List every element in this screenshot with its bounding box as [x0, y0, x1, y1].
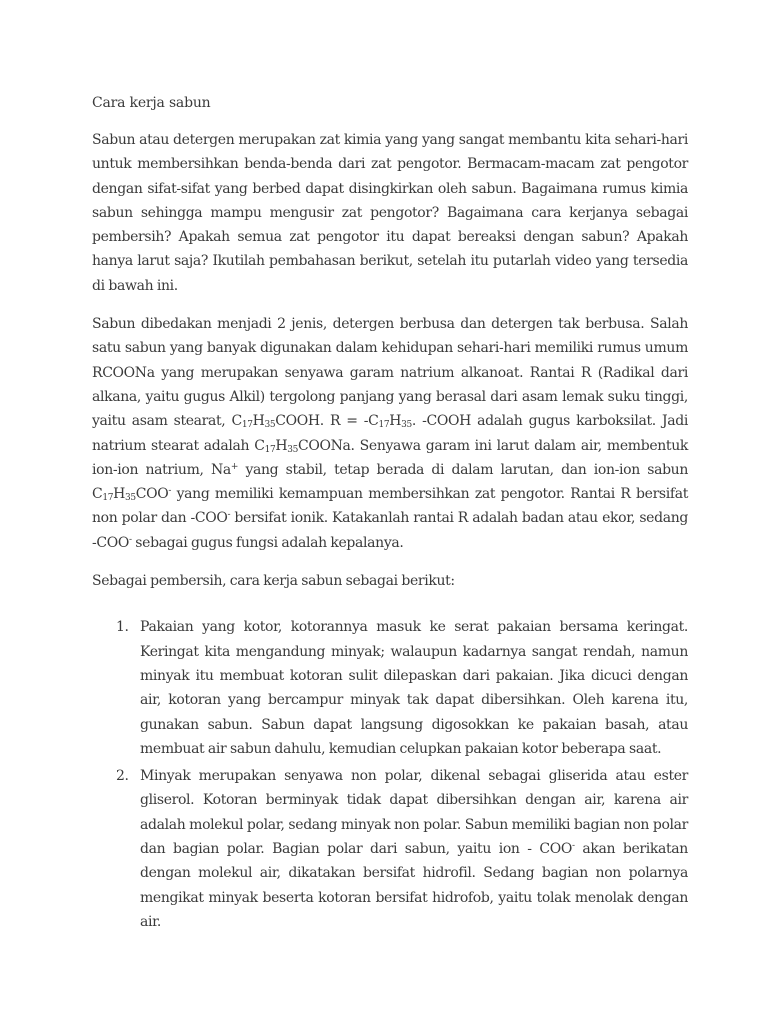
paragraph-list-intro: Sebagai pembersih, cara kerja sabun sebagai berikut:: [92, 573, 455, 590]
subscript: 17: [102, 493, 114, 504]
subscript: 35: [125, 493, 136, 504]
paragraph-intro: Sabun atau detergen merupakan zat kimia yang yang sangat membantu kita sehari-hari untuk membersihkan benda-benda dari zat pengotor. Bermacam-macam zat pengotor dengan sifat-sifat yang berbed dapat disingkirkan oleh sabun. Bagaimana rumus kimia sabun sehingga mampu mengusir zat pengotor? Bagaimana cara kerjanya sebagai pembersih? Apakah semua zat pengotor itu dapat bereaksi dengan sabun? Apakah hanya larut saja? Ikutilah pembahasan berikut, setelah itu putarlah video yang tersedia di bawah ini.: [92, 132, 688, 294]
text-run: Minyak merupakan senyawa non polar, dikenal sebagai gliserida atau ester gliserol. Kotoran berminyak tidak dapat dibersihkan dengan air, karena air adalah molekul polar, sedang minyak non polar. Sabun memiliki bagian non polar dan bagian polar. Bagian polar dari sabun, yaitu ion - COO: [140, 768, 688, 858]
text-run: COOH. R = -C: [275, 413, 379, 430]
subscript: 35: [264, 420, 276, 431]
text-run: Sabun dibedakan menjadi 2 jenis, detergen berbusa dan detergen tak berbusa. Salah satu sabun yang banyak digunakan dalam kehidupan sehari-hari memiliki rumus umum RCOONa yang merupakan senyawa garam natrium alkanoat. Rantai R (Radikal dari alkana, yaitu gugus Alkil) tergolong panjang yang berasal dari asam lemak suku tinggi, yaitu asam stearat, C: [92, 316, 688, 430]
text-run: sebagai gugus fungsi adalah kepalanya.: [131, 534, 404, 551]
superscript: -: [168, 486, 172, 497]
text-run: H: [252, 413, 265, 430]
text-run: . -COOH adalah gugus karboksilat. Jadi natrium stearat adalah C: [92, 413, 688, 454]
text-run: COO: [135, 486, 169, 503]
superscript: +: [230, 461, 239, 472]
subscript: 35: [287, 444, 298, 455]
list-item-text: Pakaian yang kotor, kotorannya masuk ke serat pakaian bersama keringat. Keringat kita mengandung minyak; walaupun kadarnya sangat rendah, namun minyak itu membuat kotoran sulit dilepaskan dari pakaian. Jika dicuci dengan air, kotoran yang bercampur minyak tak dapat dibersihkan. Oleh karena itu, gunakan sabun. Sabun dapat langsung digosokkan ke pakaian basah, atau membuat air sabun dahulu, kemudian celupkan pakaian kotor beberapa saat.: [140, 619, 688, 757]
subscript: 17: [264, 444, 276, 455]
text-run: COONa. Senyawa garam ini larut dalam air, membentuk ion-ion natrium, Na: [92, 437, 688, 478]
superscript: -: [571, 841, 575, 852]
list-number: 2.: [116, 768, 129, 785]
superscript: -: [129, 534, 132, 545]
steps-list: [92, 615, 688, 934]
list-item: [92, 764, 688, 934]
subscript: 17: [241, 420, 253, 431]
text-run: H: [275, 437, 288, 454]
paragraph-soap-types: [92, 312, 688, 555]
list-number: 1.: [116, 619, 129, 636]
text-run: yang memiliki kemampuan membersihkan zat pengotor. Rantai R bersifat non polar dan -COO: [92, 486, 688, 527]
subscript: 17: [378, 420, 390, 431]
page-title: Cara kerja sabun: [92, 95, 211, 111]
subscript: 35: [401, 420, 412, 431]
text-run: H: [113, 486, 125, 503]
superscript: -: [227, 510, 231, 521]
document-page: [92, 92, 688, 937]
text-run: yang stabil, tetap berada di dalam larutan, dan ion-ion sabun C: [92, 461, 689, 503]
text-run: bersifat ionik. Katakanlah rantai R adalah badan atau ekor, sedang -COO: [92, 510, 688, 551]
text-run: akan berikatan dengan molekul air, dikatakan bersifat hidrofil. Sedang bagian non polarnya mengikat minyak beserta kotoran bersifat hidrofob, yaitu tolak menolak dengan air.: [140, 841, 688, 930]
text-run: H: [389, 413, 402, 430]
list-item: [92, 615, 688, 761]
